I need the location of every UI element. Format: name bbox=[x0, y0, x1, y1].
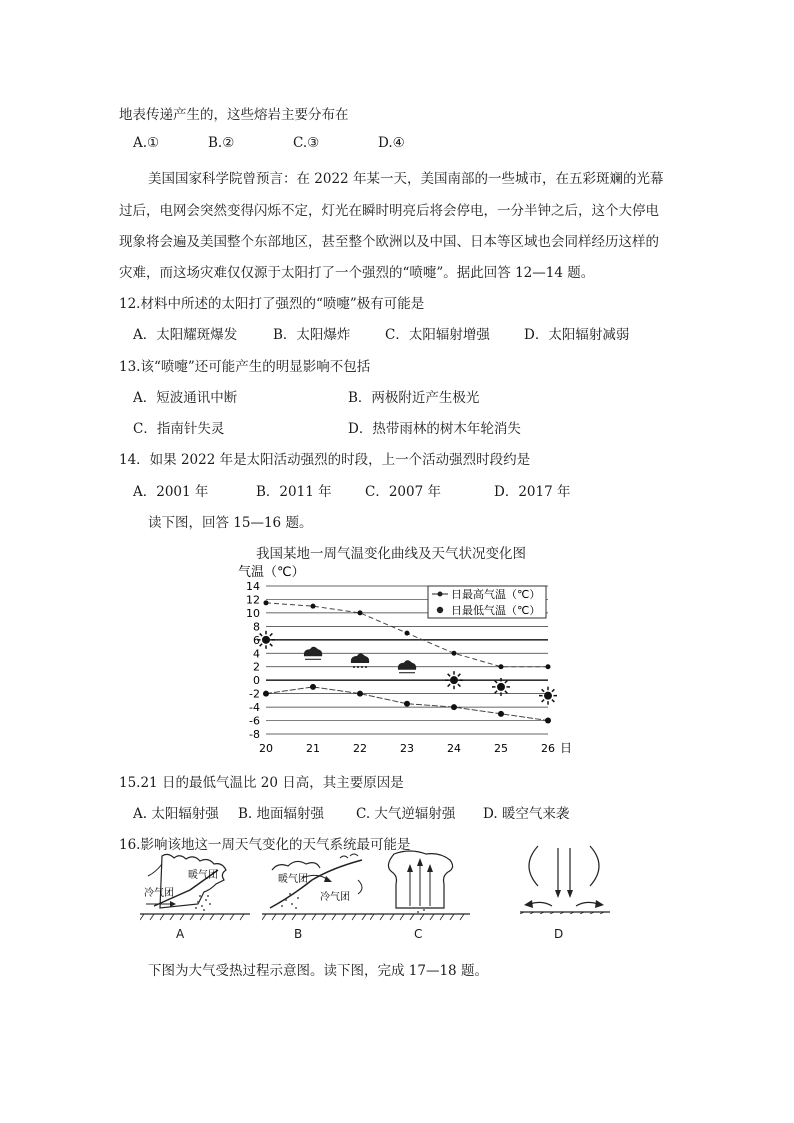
q15-option-b: B. 地面辐射强 bbox=[238, 806, 325, 822]
sun-icon bbox=[257, 631, 275, 649]
q12-option-d: D．太阳辐射减弱 bbox=[524, 327, 630, 343]
chart-title: 我国某地一周气温变化曲线及天气状况变化图 bbox=[256, 546, 526, 562]
x-tick-label: 26 bbox=[541, 742, 555, 755]
q12-option-b: B．太阳爆炸 bbox=[273, 327, 351, 343]
weather-system-diagram-b bbox=[262, 850, 372, 922]
q14-option-b: B．2011 年 bbox=[256, 484, 332, 500]
passage-line: 现象将会遍及美国整个东部地区，甚至整个欧洲以及中国、日本等区域也会同样经历这样的 bbox=[119, 234, 659, 250]
y-tick-label: -6 bbox=[249, 714, 260, 728]
q14-option-a: A．2001 年 bbox=[133, 484, 209, 500]
data-point-high bbox=[499, 664, 504, 669]
q12-stem: 12.材料中所述的太阳打了强烈的“喷嚏”极有可能是 bbox=[119, 296, 425, 312]
q11-option-c: C.③ bbox=[293, 135, 320, 151]
q14-stem: 14．如果 2022 年是太阳活动强烈的时段，上一个活动强烈时段约是 bbox=[119, 452, 531, 468]
cloud-rain-icon bbox=[351, 654, 369, 669]
y-tick-label: -8 bbox=[249, 728, 260, 741]
q14-option-d: D．2017 年 bbox=[494, 484, 571, 500]
q12-option-a: A．太阳耀斑爆发 bbox=[133, 327, 238, 343]
y-axis-label: 气温（℃） bbox=[238, 565, 305, 580]
y-tick-label: 2 bbox=[253, 660, 260, 674]
passage-line: 过后，电网会突然变得闪烁不定，灯光在瞬时明亮后将会停电，一分半钟之后，这个大停电 bbox=[119, 203, 659, 219]
q15-option-c: C. 大气逆辐射强 bbox=[356, 806, 456, 822]
q11-option-d: D.④ bbox=[378, 135, 405, 151]
data-point-high bbox=[264, 600, 269, 605]
chart-legend bbox=[428, 586, 546, 618]
read-figure-instruction-2: 下图为大气受热过程示意图。读下图，完成 17—18 题。 bbox=[148, 963, 488, 979]
legend-marker-high bbox=[438, 592, 443, 597]
y-tick-label: 12 bbox=[246, 593, 260, 607]
diagram-label-a: A bbox=[176, 927, 185, 941]
q14-option-c: C．2007 年 bbox=[365, 484, 441, 500]
read-figure-instruction: 读下图，回答 15—16 题。 bbox=[148, 515, 313, 531]
data-point-high bbox=[405, 631, 410, 636]
data-point-high bbox=[311, 604, 316, 609]
cold-air-label: 冷气团 bbox=[144, 888, 174, 899]
x-tick-label: 22 bbox=[353, 742, 367, 755]
y-tick-label: -2 bbox=[249, 687, 260, 701]
q11-option-a: A.① bbox=[133, 135, 160, 151]
weather-system-diagram-d bbox=[514, 842, 614, 914]
x-tick-label: 21 bbox=[306, 742, 320, 755]
q13-option-c: C．指南针失灵 bbox=[133, 421, 225, 437]
x-tick-label: 20 bbox=[259, 742, 273, 755]
warm-air-label: 暖气团 bbox=[188, 870, 218, 881]
y-tick-label: 6 bbox=[253, 633, 260, 647]
q15-stem: 15.21 日的最低气温比 20 日高，其主要原因是 bbox=[119, 775, 404, 791]
diagram-label-c: C bbox=[414, 927, 423, 941]
legend-marker-low bbox=[437, 607, 443, 613]
data-point-high bbox=[452, 651, 457, 656]
weather-system-diagram-a bbox=[140, 850, 250, 922]
warm-air-label: 暖气团 bbox=[278, 874, 308, 885]
x-tick-label: 23 bbox=[400, 742, 414, 755]
q15-option-a: A. 太阳辐射强 bbox=[133, 806, 219, 822]
data-point-low bbox=[310, 684, 316, 690]
diagram-label-b: B bbox=[294, 927, 303, 941]
data-point-low bbox=[357, 691, 363, 697]
y-tick-label: 4 bbox=[253, 647, 260, 661]
q13-option-b: B．两极附近产生极光 bbox=[348, 390, 480, 406]
y-tick-label: 10 bbox=[246, 606, 260, 620]
q13-option-a: A．短波通讯中断 bbox=[133, 390, 238, 406]
x-axis-unit: 日 bbox=[560, 741, 573, 755]
intro-text: 地表传递产生的，这些熔岩主要分布在 bbox=[119, 107, 349, 123]
data-point-high bbox=[546, 664, 551, 669]
q16-stem: 16.影响该地这一周天气变化的天气系统最可能是 bbox=[119, 837, 411, 853]
legend-label-high: 日最高气温（℃） bbox=[451, 588, 541, 601]
data-point-low bbox=[404, 701, 410, 707]
y-tick-label: -4 bbox=[249, 701, 260, 715]
y-tick-label: 14 bbox=[246, 580, 260, 593]
sun-icon bbox=[492, 678, 510, 696]
q12-option-c: C．太阳辐射增强 bbox=[385, 327, 490, 343]
sun-icon bbox=[539, 687, 557, 705]
passage-line: 灾难，而这场灾难仅仅源于太阳打了一个强烈的“喷嚏”。据此回答 12—14 题。 bbox=[119, 265, 595, 281]
cloud-icon bbox=[304, 647, 322, 660]
q15-option-d: D. 暖空气来袭 bbox=[483, 806, 570, 822]
passage-line: 美国国家科学院曾预言：在 2022 年某一天，美国南部的一些城市，在五彩斑斓的光幕 bbox=[148, 171, 664, 187]
sun-icon bbox=[445, 671, 463, 689]
x-tick-label: 24 bbox=[447, 742, 461, 755]
q13-stem: 13.该“喷嚏”还可能产生的明显影响不包括 bbox=[119, 359, 371, 375]
data-point-low bbox=[498, 711, 504, 717]
q13-option-d: D．热带雨林的树木年轮消失 bbox=[348, 421, 521, 437]
data-point-high bbox=[358, 610, 363, 615]
cloud-icon bbox=[398, 660, 416, 673]
y-tick-label: 8 bbox=[253, 620, 260, 634]
x-tick-label: 25 bbox=[494, 742, 508, 755]
y-tick-label: 0 bbox=[253, 674, 260, 688]
data-point-low bbox=[545, 718, 551, 724]
q11-option-b: B.② bbox=[208, 135, 235, 151]
diagram-label-d: D bbox=[554, 927, 564, 941]
cold-air-label: 冷气团 bbox=[320, 892, 350, 903]
data-point-low bbox=[263, 691, 269, 697]
legend-label-low: 日最低气温（℃） bbox=[451, 604, 541, 617]
temperature-chart bbox=[232, 560, 572, 760]
data-point-low bbox=[451, 704, 457, 710]
weather-system-diagram-c bbox=[370, 850, 470, 922]
